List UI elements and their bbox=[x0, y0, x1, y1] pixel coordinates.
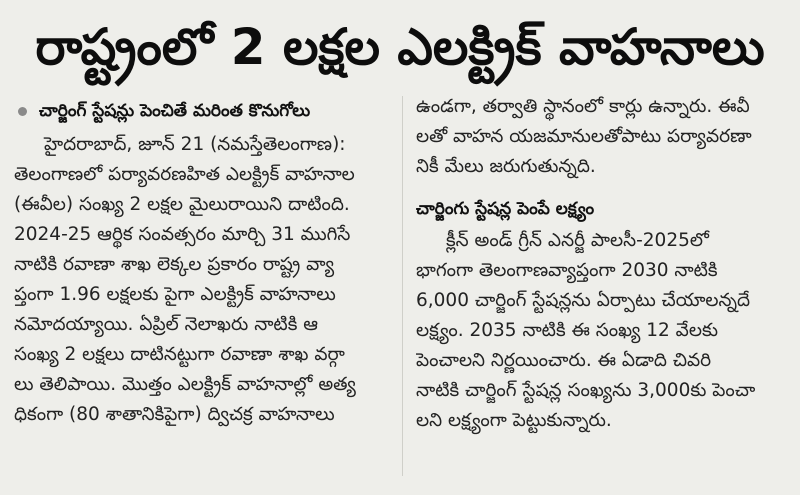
section-subheading: చార్జింగు స్టేషన్ల పెంపే లక్ష్యం bbox=[416, 199, 595, 219]
dateline: హైదరాబాద్, జూన్ 21 (నమస్తేతెలంగాణ): bbox=[44, 134, 346, 155]
body-line: నాటికి చార్జింగ్ స్టేషన్ల సంఖ్యను 3,000కు పెంచా bbox=[416, 380, 756, 401]
body-line: ప్తంగా 1.96 లక్షలకు పైగా ఎలక్ట్రిక్ వాహనాలు bbox=[14, 284, 336, 305]
section-spacer bbox=[416, 182, 788, 190]
body-line: నమోదయ్యాయి. ఏప్రిల్ నెలాఖరు నాటికి ఆ bbox=[14, 314, 318, 335]
body-line: లతో వాహన యజమానులతోపాటు పర్యావరణా bbox=[416, 126, 752, 147]
body-line: క్లీన్ అండ్ గ్రీన్ ఎనర్జీ పాలసీ-2025లో bbox=[446, 230, 709, 251]
body-line: నాటికి రవాణా శాఖ లెక్కల ప్రకారం రాష్ట్ర వ్యా bbox=[14, 254, 335, 275]
article-headline: రాష్ట్రంలో 2 లక్షల ఎలక్ట్రిక్ వాహనాలు bbox=[35, 18, 765, 76]
body-line: (ఈవీల) సంఖ్య 2 లక్షల మైలురాయిని దాటింది. bbox=[14, 194, 350, 215]
body-line: ధికంగా (80 శాతానికిపైగా) ద్విచక్ర వాహనాలు bbox=[14, 404, 335, 425]
body-line: ఉండగా, తర్వాతి స్థానంలో కార్లు ఉన్నారు. ఈవీ bbox=[416, 96, 750, 117]
bullet-dot-icon bbox=[18, 107, 27, 116]
right-column bbox=[416, 92, 788, 436]
body-line: 2024-25 ఆర్థిక సంవత్సరం మార్చి 31 ముగిసే bbox=[14, 224, 351, 245]
body-line: లని లక్ష్యంగా పెట్టుకున్నారు. bbox=[416, 410, 612, 431]
body-line: పెంచాలని నిర్ణయించారు. ఈ ఏడాది చివరి bbox=[416, 350, 712, 371]
column-divider bbox=[402, 96, 403, 476]
body-line: భాగంగా తెలంగాణవ్యాప్తంగా 2030 నాటికి bbox=[416, 260, 718, 281]
body-line: లు తెలిపాయి. మొత్తం ఎలక్ట్రిక్ వాహనాల్లో అత్య bbox=[14, 374, 356, 395]
body-line: తెలంగాణలో పర్యావరణహిత ఎలక్ట్రిక్ వాహనాల bbox=[14, 164, 355, 185]
body-line: 6,000 చార్జింగ్ స్టేషన్లను ఏర్పాటు చేయాలన్నదే bbox=[416, 290, 751, 311]
bullet-point bbox=[14, 92, 390, 130]
body-line: నికీ మేలు జరుగుతున్నది. bbox=[416, 156, 596, 177]
left-column bbox=[14, 92, 390, 430]
bullet-text: చార్జింగ్ స్టేషన్లు పెంచితే మరింత కొనుగోలు bbox=[39, 101, 311, 121]
body-line: లక్ష్యం. 2035 నాటికి ఈ సంఖ్య 12 వేలకు bbox=[416, 320, 719, 341]
body-line: సంఖ్య 2 లక్షలు దాటినట్టుగా రవాణా శాఖ వర్గా bbox=[14, 344, 345, 365]
